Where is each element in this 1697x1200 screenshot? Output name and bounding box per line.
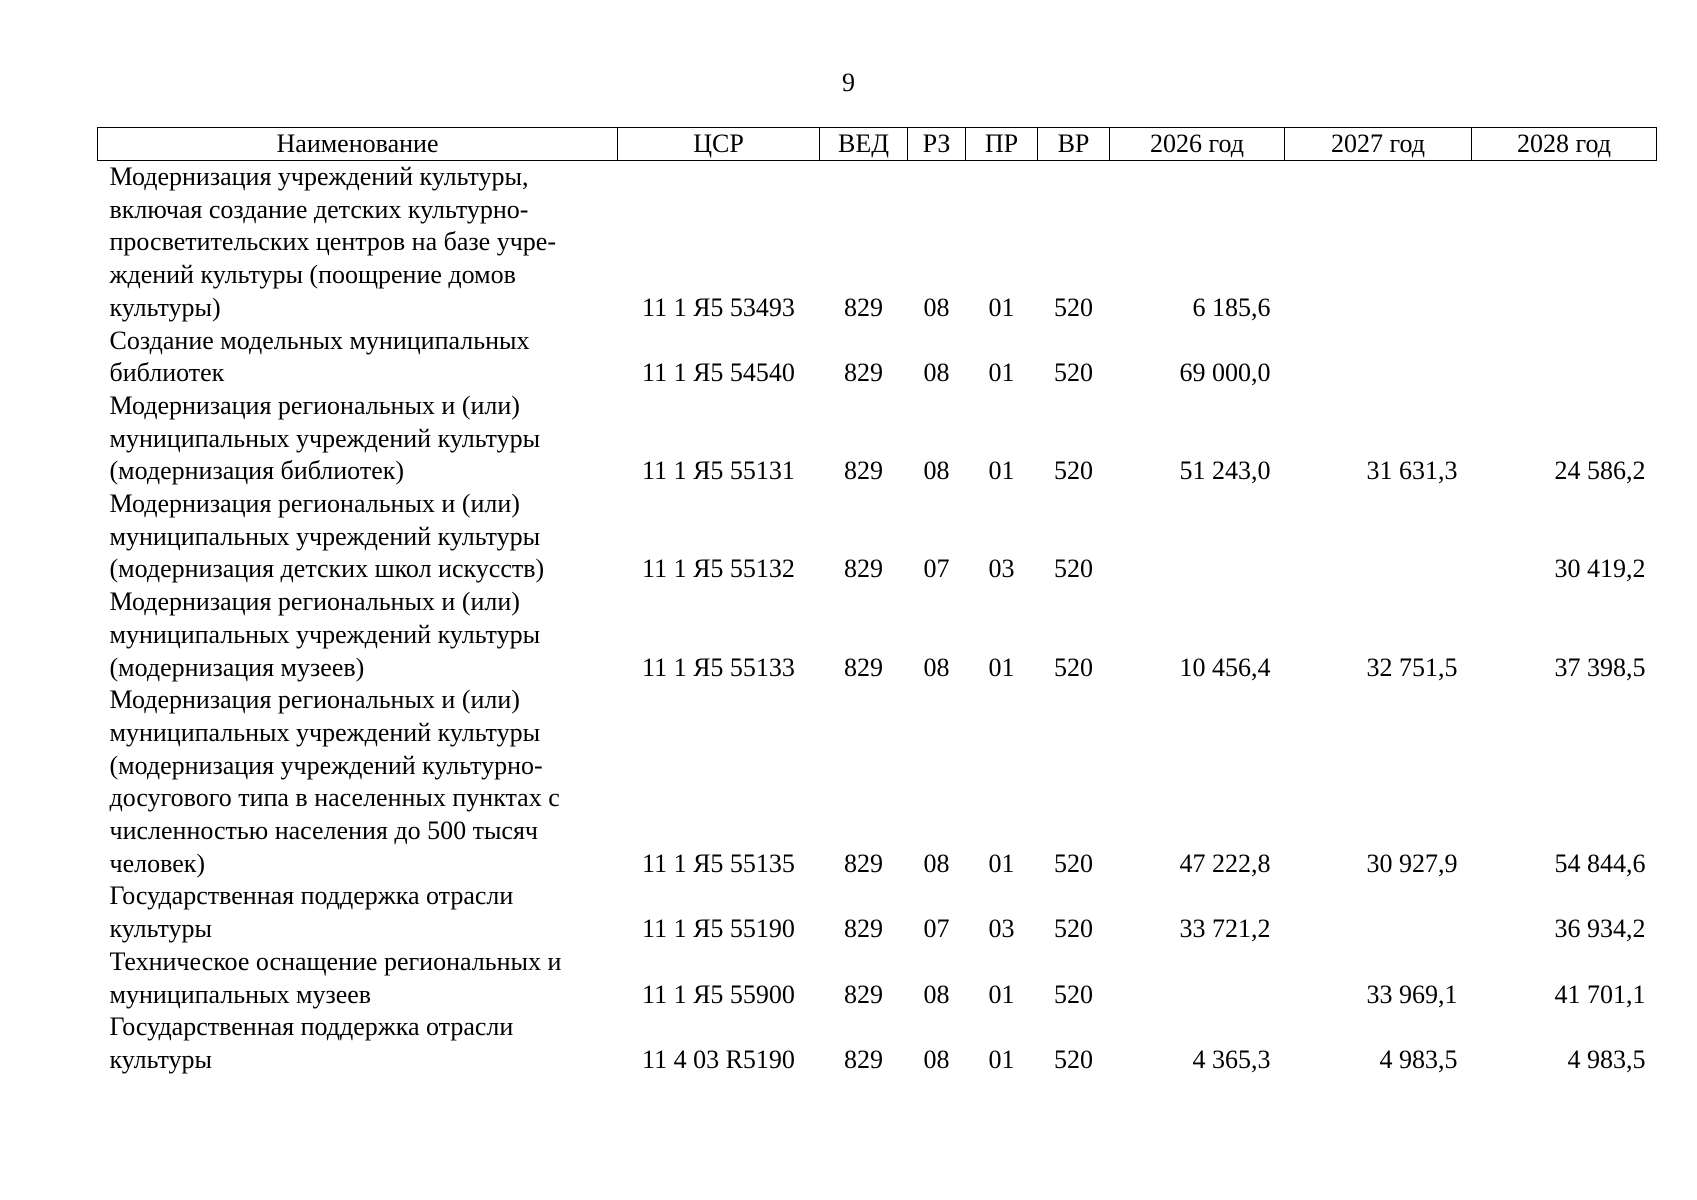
cell-name-line: Государственная поддержка отрасли <box>109 881 514 911</box>
cell-ved: 829 <box>844 456 883 486</box>
cell-name <box>98 684 618 880</box>
cell-pr: 01 <box>988 652 1015 682</box>
cell-2026: 4 365,3 <box>1192 1044 1271 1074</box>
cell-2028 <box>1472 161 1657 325</box>
cell-2026: 6 185,6 <box>1192 292 1271 322</box>
cell-rz: 08 <box>923 1044 950 1074</box>
cell-rz: 08 <box>923 358 950 388</box>
cell-name <box>98 488 618 586</box>
cell-2028: 54 844,6 <box>1554 848 1646 878</box>
cell-2028: 4 983,5 <box>1567 1044 1646 1074</box>
cell-2027 <box>1285 880 1472 945</box>
cell-2027: 31 631,3 <box>1366 456 1458 486</box>
header-rz: РЗ <box>908 128 966 161</box>
cell-name-line: (модернизация учреждений культурно- <box>109 750 543 780</box>
cell-name-line: Государственная поддержка отрасли <box>109 1012 514 1042</box>
cell-ved: 829 <box>844 358 883 388</box>
cell-2027: 32 751,5 <box>1366 652 1458 682</box>
cell-2026: 33 721,2 <box>1179 914 1271 944</box>
cell-name-line: культуры) <box>109 292 221 322</box>
cell-pr: 03 <box>988 554 1015 584</box>
cell-name <box>98 325 618 390</box>
cell-name-line: досугового типа в населенных пунктах с <box>109 783 560 813</box>
table-row <box>98 684 1657 880</box>
cell-2028: 24 586,2 <box>1554 456 1646 486</box>
table-row <box>98 488 1657 586</box>
cell-vr: 520 <box>1054 292 1093 322</box>
cell-vr: 520 <box>1054 652 1093 682</box>
header-csr: ЦСР <box>618 128 820 161</box>
cell-rz: 08 <box>923 848 950 878</box>
table-row <box>98 1011 1657 1076</box>
cell-pr: 03 <box>988 914 1015 944</box>
cell-pr: 01 <box>988 1044 1015 1074</box>
cell-name-line: муниципальных учреждений культуры <box>109 423 541 453</box>
table-row <box>98 946 1657 1011</box>
cell-name-line: (модернизация музеев) <box>109 652 365 682</box>
cell-2028: 36 934,2 <box>1554 914 1646 944</box>
cell-2027 <box>1285 161 1472 325</box>
cell-name-line: муниципальных музеев <box>109 979 372 1009</box>
cell-ved: 829 <box>844 914 883 944</box>
cell-name-line: ждений культуры (поощрение домов <box>109 260 516 290</box>
cell-rz: 08 <box>923 292 950 322</box>
cell-name <box>98 880 618 945</box>
cell-ved: 829 <box>844 848 883 878</box>
cell-2027: 30 927,9 <box>1366 848 1458 878</box>
page-number: 9 <box>842 68 855 97</box>
budget-table <box>97 127 1657 1077</box>
cell-ved: 829 <box>844 979 883 1009</box>
cell-2028: 30 419,2 <box>1554 554 1646 584</box>
cell-rz: 08 <box>923 979 950 1009</box>
cell-csr: 11 1 Я5 55135 <box>642 848 795 878</box>
cell-vr: 520 <box>1054 456 1093 486</box>
cell-2026 <box>1110 946 1285 1011</box>
cell-rz: 07 <box>923 914 950 944</box>
cell-name-line: Техническое оснащение региональных и <box>109 946 562 976</box>
cell-vr: 520 <box>1054 848 1093 878</box>
table-header-row <box>98 128 1657 161</box>
cell-pr: 01 <box>988 848 1015 878</box>
header-2028: 2028 год <box>1472 128 1657 161</box>
cell-name-line: муниципальных учреждений культуры <box>109 717 541 747</box>
cell-name <box>98 946 618 1011</box>
cell-csr: 11 1 Я5 55131 <box>642 456 795 486</box>
cell-name <box>98 586 618 684</box>
cell-name-line: Модернизация региональных и (или) <box>109 390 520 420</box>
table-row <box>98 586 1657 684</box>
cell-2026: 10 456,4 <box>1179 652 1271 682</box>
cell-name-line: (модернизация детских школ искусств) <box>109 554 545 584</box>
cell-pr: 01 <box>988 292 1015 322</box>
cell-name-line: человек) <box>109 848 206 878</box>
cell-name-line: культуры <box>109 1044 212 1074</box>
cell-vr: 520 <box>1054 1044 1093 1074</box>
cell-name-line: Модернизация региональных и (или) <box>109 685 520 715</box>
cell-vr: 520 <box>1054 554 1093 584</box>
cell-name-line: культуры <box>109 914 212 944</box>
cell-csr: 11 1 Я5 54540 <box>642 358 795 388</box>
cell-ved: 829 <box>844 1044 883 1074</box>
cell-name-line: Модернизация региональных и (или) <box>109 587 520 617</box>
cell-name <box>98 390 618 488</box>
cell-2026 <box>1110 488 1285 586</box>
cell-rz: 08 <box>923 652 950 682</box>
cell-2026: 47 222,8 <box>1179 848 1271 878</box>
cell-2028: 41 701,1 <box>1554 979 1646 1009</box>
cell-2026: 69 000,0 <box>1179 358 1271 388</box>
cell-name <box>98 161 618 325</box>
table-row <box>98 880 1657 945</box>
cell-pr: 01 <box>988 979 1015 1009</box>
cell-2027: 33 969,1 <box>1366 979 1458 1009</box>
cell-rz: 07 <box>923 554 950 584</box>
header-pr: ПР <box>966 128 1038 161</box>
cell-vr: 520 <box>1054 979 1093 1009</box>
table-row <box>98 325 1657 390</box>
cell-name-line: Модернизация учреждений культуры, <box>109 162 529 191</box>
cell-name-line: включая создание детских культурно- <box>109 194 529 224</box>
cell-name-line: просветительских центров на базе учре- <box>109 227 556 257</box>
cell-name-line: библиотек <box>109 358 225 388</box>
cell-2028 <box>1472 325 1657 390</box>
header-2027: 2027 год <box>1285 128 1472 161</box>
cell-name-line: Создание модельных муниципальных <box>109 325 530 355</box>
cell-csr: 11 4 03 R5190 <box>642 1044 795 1074</box>
cell-name-line: (модернизация библиотек) <box>109 456 405 486</box>
header-name: Наименование <box>98 128 618 161</box>
table-body <box>98 161 1657 1077</box>
cell-name-line: муниципальных учреждений культуры <box>109 521 541 551</box>
header-ved: ВЕД <box>820 128 908 161</box>
cell-pr: 01 <box>988 456 1015 486</box>
cell-ved: 829 <box>844 554 883 584</box>
cell-2028: 37 398,5 <box>1554 652 1646 682</box>
cell-vr: 520 <box>1054 914 1093 944</box>
table-row <box>98 161 1657 325</box>
cell-csr: 11 1 Я5 55132 <box>642 554 795 584</box>
cell-name-line: численностью населения до 500 тысяч <box>109 816 538 846</box>
cell-vr: 520 <box>1054 358 1093 388</box>
table-row <box>98 390 1657 488</box>
cell-name-line: Модернизация региональных и (или) <box>109 489 520 519</box>
cell-2026: 51 243,0 <box>1179 456 1271 486</box>
cell-rz: 08 <box>923 456 950 486</box>
cell-pr: 01 <box>988 358 1015 388</box>
cell-ved: 829 <box>844 292 883 322</box>
cell-2027: 4 983,5 <box>1379 1044 1458 1074</box>
header-vr: ВР <box>1038 128 1110 161</box>
cell-ved: 829 <box>844 652 883 682</box>
cell-csr: 11 1 Я5 55900 <box>642 979 795 1009</box>
cell-name-line: муниципальных учреждений культуры <box>109 619 541 649</box>
cell-2027 <box>1285 488 1472 586</box>
cell-2027 <box>1285 325 1472 390</box>
cell-csr: 11 1 Я5 53493 <box>642 292 795 322</box>
cell-name <box>98 1011 618 1076</box>
cell-csr: 11 1 Я5 55190 <box>642 914 795 944</box>
cell-csr: 11 1 Я5 55133 <box>642 652 795 682</box>
header-2026: 2026 год <box>1110 128 1285 161</box>
